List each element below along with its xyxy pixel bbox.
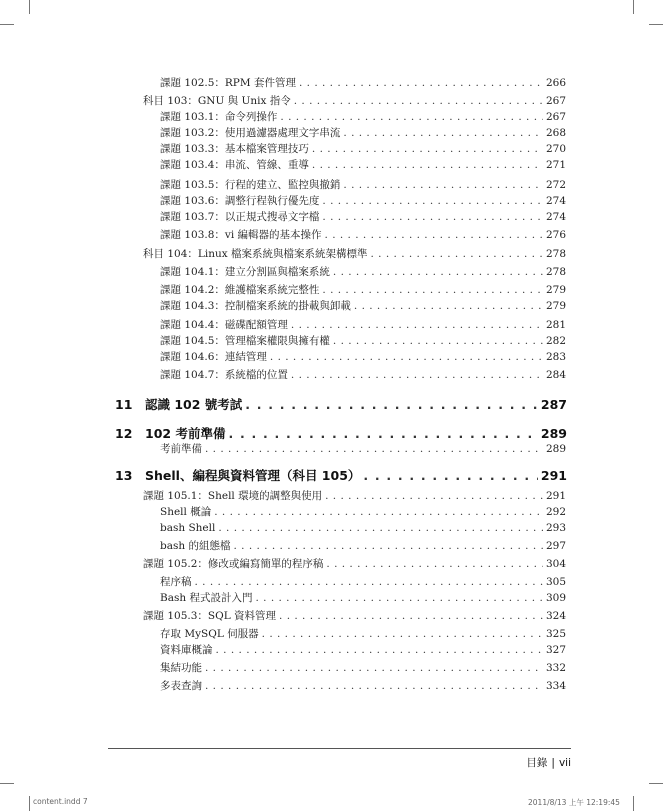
toc-dot-leader [326, 556, 543, 572]
toc-dot-leader [354, 298, 543, 314]
toc-entry-text: 課題 104.7：系統檔的位置 [160, 369, 288, 381]
footer-rule [108, 748, 571, 749]
toc-section-row[interactable] [143, 93, 566, 109]
toc-entry-text: Bash 程式設計入門 [160, 592, 253, 604]
toc-topic-row[interactable] [160, 264, 566, 280]
toc-topic-row[interactable] [160, 520, 566, 536]
toc-page-number: 266 [545, 77, 566, 89]
toc-entry-title [160, 177, 340, 193]
toc-dot-leader [312, 157, 543, 173]
footer-page-number: vii [558, 757, 571, 769]
toc-entry-text: 課題 103.1：命令列操作 [160, 111, 278, 123]
toc-entry-title [160, 109, 277, 125]
toc-entry-text: 集結功能 [160, 662, 202, 674]
toc-dot-leader [255, 590, 542, 606]
toc-topic-row[interactable] [160, 141, 566, 157]
toc-page-number: 272 [545, 179, 566, 191]
toc-dot-leader [291, 317, 543, 333]
toc-entry-title [160, 75, 296, 91]
crop-mark [633, 0, 634, 14]
toc-entry-title [160, 538, 230, 554]
toc-entry-title [160, 349, 267, 365]
toc-dot-leader [205, 678, 543, 694]
toc-dot-leader [325, 227, 543, 243]
toc-page-number: 334 [545, 680, 566, 692]
toc-entry-text: 課題 103.3：基本檔案管理技巧 [160, 143, 309, 155]
toc-entry-title [160, 125, 340, 141]
toc-page-number: 289 [540, 426, 567, 441]
toc-entry-title [160, 642, 213, 658]
toc-dot-leader [363, 466, 538, 486]
toc-entry-text: 課題 103.6：調整行程執行優先度 [160, 195, 320, 207]
toc-page-number: 274 [545, 211, 566, 223]
toc-page-number: 293 [545, 522, 566, 534]
toc-page-number: 283 [545, 351, 566, 363]
toc-entry-text: 認識 102 號考試 [145, 397, 243, 412]
toc-section-row[interactable] [143, 488, 566, 504]
toc-page-number: 291 [540, 468, 567, 483]
toc-entry-title [160, 157, 309, 173]
toc-entry-title [160, 626, 259, 642]
toc-entry-title [160, 660, 202, 676]
crop-mark [649, 783, 663, 784]
toc-entry-text: 課題 104.6：連結管理 [160, 351, 267, 363]
toc-entry-text: 科目 104：Linux 檔案系統與檔案系統架構標準 [143, 248, 368, 260]
crop-mark [29, 0, 30, 14]
toc-entry-title [160, 520, 215, 536]
toc-chapter-row[interactable] [115, 395, 567, 415]
toc-page-number: 309 [545, 592, 566, 604]
toc-topic-row[interactable] [160, 504, 566, 520]
toc-entry-title [160, 441, 202, 457]
toc-entry-title [160, 282, 319, 298]
toc-entry-text: 多表查詢 [160, 680, 202, 692]
toc-entry-text: 課題 103.8：vi 編輯器的基本操作 [160, 229, 322, 241]
crop-mark [649, 24, 663, 25]
toc-page-number: 267 [545, 111, 566, 123]
toc-chapter-row[interactable] [115, 466, 567, 486]
toc-entry-title [160, 504, 211, 520]
toc-chapter-number: 11 [115, 397, 133, 412]
toc-entry-title [143, 488, 322, 504]
slug-timestamp: 2011/8/13 上午 12:19:45 [528, 798, 620, 807]
toc-dot-leader [343, 177, 543, 193]
toc-page-number: 278 [545, 248, 566, 260]
toc-page-number: 281 [545, 319, 566, 331]
toc-dot-leader [214, 504, 543, 520]
page-footer [500, 755, 571, 770]
toc-dot-leader [322, 209, 543, 225]
toc-dot-leader [294, 93, 543, 109]
toc-topic-row[interactable] [160, 125, 566, 141]
toc-entry-title [143, 93, 291, 109]
toc-page-number: 278 [545, 266, 566, 278]
toc-entry-title [160, 678, 202, 694]
toc-page-number: 279 [545, 284, 566, 296]
toc-entry-text: Shell 概論 [160, 506, 212, 518]
toc-entry-title [160, 574, 192, 590]
toc-entry-text: Shell、編程與資料管理（科目 105） [145, 468, 361, 483]
footer-section-label: 目錄 [526, 757, 548, 769]
toc-page-number: 305 [545, 576, 566, 588]
toc-page-number: 282 [545, 335, 566, 347]
toc-topic-row[interactable] [160, 642, 566, 658]
toc-entry-title [160, 367, 288, 383]
toc-page-number: 279 [545, 300, 566, 312]
toc-page-number: 268 [545, 127, 566, 139]
crop-mark [633, 796, 634, 811]
toc-entry-text: 課題 104.1：建立分割區與檔案系統 [160, 266, 330, 278]
toc-dot-leader [343, 125, 543, 141]
toc-topic-row[interactable] [160, 317, 566, 333]
toc-dot-leader [322, 193, 543, 209]
toc-section-row[interactable] [143, 556, 566, 572]
toc-topic-row[interactable] [160, 574, 566, 590]
toc-entry-title [160, 264, 330, 280]
toc-entry-title [143, 556, 323, 572]
toc-entry-title [160, 333, 330, 349]
toc-topic-row[interactable] [160, 177, 566, 193]
toc-topic-row[interactable] [160, 590, 566, 606]
toc-entry-title [143, 246, 368, 262]
toc-entry-title [115, 466, 360, 486]
toc-dot-leader [333, 264, 543, 280]
toc-topic-row[interactable] [160, 333, 566, 349]
toc-page-number: 327 [545, 644, 566, 656]
toc-topic-row[interactable] [160, 660, 566, 676]
toc-dot-leader [371, 246, 543, 262]
toc-entry-text: 課題 105.3：SQL 資料管理 [143, 610, 277, 622]
toc-entry-title [160, 317, 288, 333]
toc-section-row[interactable] [143, 246, 566, 262]
toc-page-number: 271 [545, 159, 566, 171]
toc-page-number: 325 [545, 628, 566, 640]
crop-mark [29, 796, 30, 811]
toc-topic-row[interactable] [160, 282, 566, 298]
toc-dot-leader [245, 395, 538, 415]
toc-topic-row[interactable] [160, 109, 566, 125]
toc-topic-row[interactable] [160, 441, 566, 457]
crop-mark [0, 24, 14, 25]
toc-topic-row[interactable] [160, 298, 566, 314]
toc-entry-text: 課題 102.5：RPM 套件管理 [160, 77, 296, 89]
toc-page-number: 304 [545, 558, 566, 570]
toc-dot-leader [299, 75, 543, 91]
toc-dot-leader [333, 333, 543, 349]
toc-topic-row[interactable] [160, 75, 566, 91]
toc-dot-leader [195, 574, 543, 590]
toc-dot-leader [279, 608, 543, 624]
toc-topic-row[interactable] [160, 209, 566, 225]
toc-entry-text: 課題 105.1：Shell 環境的調整與使用 [143, 490, 323, 502]
toc-topic-row[interactable] [160, 678, 566, 694]
toc-topic-row[interactable] [160, 367, 566, 383]
toc-page-number: 297 [545, 540, 566, 552]
toc-entry-text: 課題 104.5：管理檔案權限與擁有權 [160, 335, 330, 347]
toc-entry-text: 課題 103.7：以正規式搜尋文字檔 [160, 211, 320, 223]
toc-entry-title [160, 227, 322, 243]
toc-page-number: 287 [540, 397, 567, 412]
toc-entry-title [160, 193, 319, 209]
toc-dot-leader [205, 660, 543, 676]
toc-topic-row[interactable] [160, 193, 566, 209]
toc-entry-text: 課題 105.2：修改或編寫簡單的程序稿 [143, 558, 324, 570]
toc-entry-text: 課題 103.2：使用過濾器處理文字串流 [160, 127, 341, 139]
toc-page-number: 291 [545, 490, 566, 502]
crop-mark [0, 783, 14, 784]
toc-page-number: 284 [545, 369, 566, 381]
toc-dot-leader [218, 520, 543, 536]
toc-dot-leader [270, 349, 543, 365]
toc-topic-row[interactable] [160, 349, 566, 365]
toc-entry-text: bash Shell [160, 522, 216, 534]
toc-page-number: 324 [545, 610, 566, 622]
toc-page-number: 267 [545, 95, 566, 107]
toc-topic-row[interactable] [160, 157, 566, 173]
slug-file-info: content.indd 7 [33, 797, 88, 806]
toc-entry-text: 存取 MySQL 伺服器 [160, 628, 259, 640]
toc-topic-row[interactable] [160, 227, 566, 243]
toc-entry-title [160, 298, 351, 314]
toc-entry-title [115, 395, 242, 415]
toc-entry-title [160, 141, 309, 157]
toc-dot-leader [325, 488, 543, 504]
toc-chapter-number: 13 [115, 468, 133, 483]
toc-page-number: 332 [545, 662, 566, 674]
toc-entry-title [160, 209, 319, 225]
toc-entry-text: 課題 104.3：控制檔案系統的掛載與卸載 [160, 300, 351, 312]
toc-entry-text: 課題 103.4：串流、管線、重導 [160, 159, 309, 171]
toc-dot-leader [312, 141, 543, 157]
toc-dot-leader [216, 642, 543, 658]
toc-page-number: 270 [545, 143, 566, 155]
toc-dot-leader [233, 538, 542, 554]
footer-separator: | [551, 757, 555, 769]
toc-entry-text: 資料庫概論 [160, 644, 213, 656]
toc-entry-text: bash 的組態檔 [160, 540, 231, 552]
toc-section-row[interactable] [143, 608, 566, 624]
toc-entry-text: 課題 103.5：行程的建立、監控與撤銷 [160, 179, 341, 191]
toc-topic-row[interactable] [160, 538, 566, 554]
toc-page-number: 292 [545, 506, 566, 518]
toc-entry-text: 程序稿 [160, 576, 192, 588]
toc-page-number: 276 [545, 229, 566, 241]
toc-page-number: 274 [545, 195, 566, 207]
toc-dot-leader [322, 282, 543, 298]
toc-entry-text: 課題 104.4：磁碟配額管理 [160, 319, 288, 331]
toc-chapter-number: 12 [115, 426, 133, 441]
toc-entry-text: 考前準備 [160, 443, 202, 455]
toc-entry-title [143, 608, 276, 624]
toc-entry-title [160, 590, 252, 606]
toc-dot-leader [262, 626, 543, 642]
toc-entry-text: 102 考前準備 [145, 426, 226, 441]
toc-topic-row[interactable] [160, 626, 566, 642]
toc-dot-leader [291, 367, 543, 383]
toc-entry-text: 科目 103：GNU 與 Unix 指令 [143, 95, 291, 107]
toc-entry-text: 課題 104.2：維護檔案系統完整性 [160, 284, 320, 296]
toc-dot-leader [205, 441, 543, 457]
toc-page-number: 289 [545, 443, 566, 455]
toc-dot-leader [280, 109, 543, 125]
